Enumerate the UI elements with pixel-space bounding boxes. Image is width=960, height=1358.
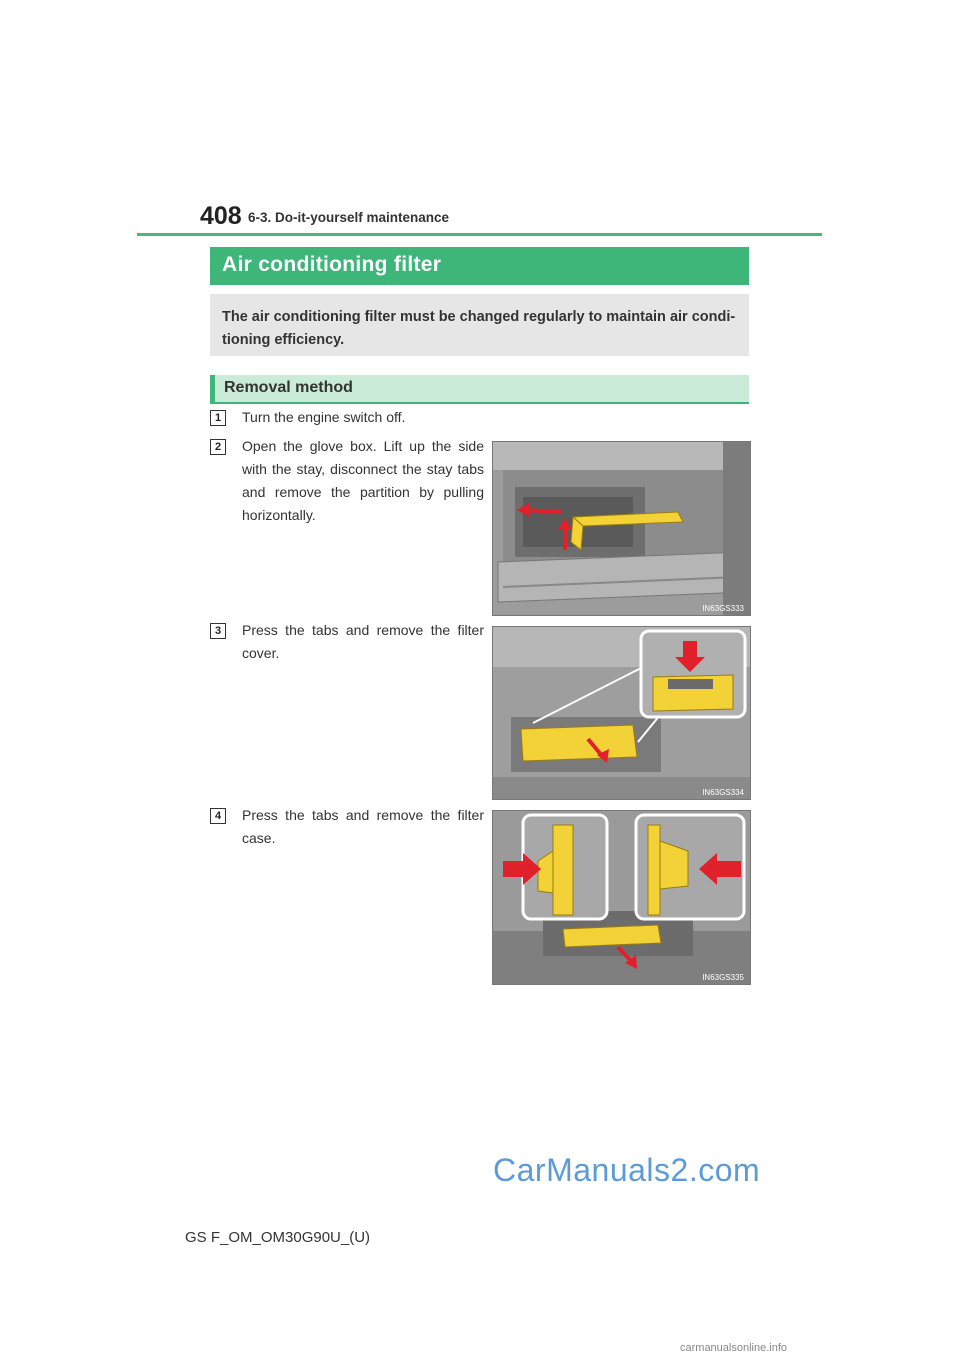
intro-box [210,294,749,356]
figure-3-drawing [493,627,750,799]
step-text-4: Press the tabs and remove the filter case. [242,807,484,846]
step-number-1: 1 [210,410,226,426]
figure-glove-box-partition [492,441,751,616]
figure-filter-cover [492,626,751,800]
figure-code: IN63GS334 [702,788,744,797]
step-number-2: 2 [210,439,226,455]
intro-text: The air conditioning filter must be changed regularly to maintain air condi-tioning efficiency. [222,309,736,348]
figure-code: IN63GS333 [702,604,744,613]
figure-4-drawing [493,811,750,984]
step-text-3: Press the tabs and remove the filter cover. [242,622,484,661]
page-title: Air conditioning filter [222,253,442,276]
page-number: 408 [200,202,242,230]
step-number-4: 4 [210,808,226,824]
step-text-2: Open the glove box. Lift up the side with the stay, disconnect the stay tabs and remove the partition by pulling horizontally. [242,438,484,523]
figure-filter-case [492,810,751,985]
step-number-3: 3 [210,623,226,639]
section-label: 6-3. Do-it-yourself maintenance [248,210,450,225]
site-watermark: carmanualsonline.info [680,1342,788,1354]
subheading-bar [210,375,749,404]
figure-code: IN63GS335 [702,973,744,982]
step-text-1: Turn the engine switch off. [242,409,406,425]
figure-2-drawing [493,442,750,615]
header-rule [137,233,822,236]
watermark: CarManuals2.com [493,1152,761,1188]
subheading: Removal method [224,379,353,396]
footer-code: GS F_OM_OM30G90U_(U) [185,1229,371,1246]
title-bar [210,247,749,285]
